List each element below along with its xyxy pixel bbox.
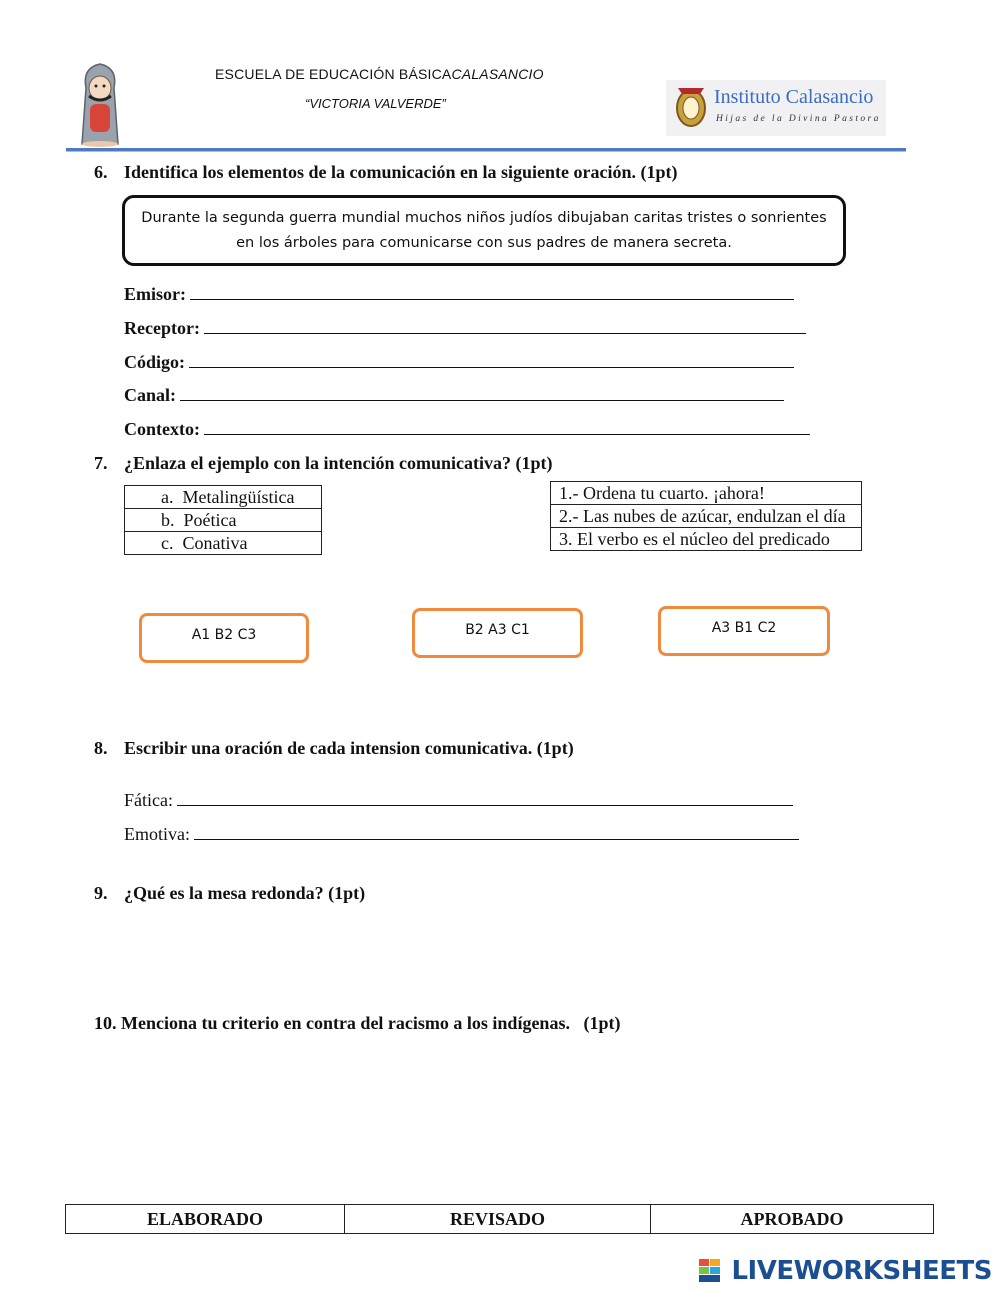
option-letter: c.: [161, 533, 174, 553]
school-motto: “VICTORIA VALVERDE”: [305, 96, 446, 111]
option-cell: [125, 532, 322, 555]
question-text: Identifica los elementos de la comunicación en la siguiente oración. (1pt): [124, 162, 678, 182]
emotiva-answer-line[interactable]: [194, 825, 799, 840]
crest-icon: [670, 82, 712, 134]
sentence-box: [122, 195, 846, 266]
contexto-field[interactable]: [124, 419, 810, 440]
emotiva-field[interactable]: [124, 824, 799, 845]
question-number: 8.: [94, 738, 108, 758]
option-cell: [125, 509, 322, 532]
intention-options-table: [124, 485, 322, 555]
question-number: 7.: [94, 453, 108, 473]
elaborado-cell: ELABORADO: [66, 1205, 345, 1234]
example-cell: 1.- Ordena tu cuarto. ¡ahora!: [551, 482, 862, 505]
approval-table: [65, 1204, 934, 1234]
field-label: Fática:: [124, 790, 173, 810]
option-row: [125, 532, 322, 555]
receptor-field[interactable]: [124, 318, 806, 339]
question-8: [94, 738, 574, 759]
school-prefix: ESCUELA DE EDUCACIÓN BÁSICA: [215, 66, 452, 82]
sentence-line-1: Durante la segunda guerra mundial muchos niños judíos dibujaban caritas tristes o sonrientes: [141, 210, 827, 226]
example-row: [551, 528, 862, 551]
question-number: 6.: [94, 162, 108, 182]
fatica-answer-line[interactable]: [177, 791, 793, 806]
instituto-title: Instituto Calasancio: [714, 86, 874, 108]
field-label: Contexto:: [124, 419, 200, 439]
emisor-field[interactable]: [124, 284, 794, 305]
school-name: CALASANCIO: [451, 66, 544, 82]
answer-option-3[interactable]: A3 B1 C2: [658, 606, 830, 656]
fatica-field[interactable]: [124, 790, 793, 811]
question-9: [94, 883, 365, 904]
instituto-subtitle: Hijas de la Divina Pastora: [716, 114, 881, 124]
option-row: [125, 509, 322, 532]
school-title: [215, 66, 544, 82]
example-cell: 3. El verbo es el núcleo del predicado: [551, 528, 862, 551]
question-number: 10.: [94, 1013, 117, 1033]
field-label: Emisor:: [124, 284, 186, 304]
answer-option-2[interactable]: B2 A3 C1: [412, 608, 583, 658]
field-label: Canal:: [124, 385, 177, 405]
question-6: [94, 162, 677, 183]
emisor-answer-line[interactable]: [190, 285, 794, 300]
option-letter: a.: [161, 487, 174, 507]
question-text: Menciona tu criterio en contra del racismo a los indígenas. (1pt): [121, 1013, 621, 1033]
option-row: [125, 486, 322, 509]
school-mascot-logo: [72, 58, 128, 148]
contexto-answer-line[interactable]: [204, 420, 810, 435]
option-cell: [125, 486, 322, 509]
option-label: Conativa: [182, 533, 248, 553]
question-number: 9.: [94, 883, 108, 903]
question-text: Escribir una oración de cada intension comunicativa. (1pt): [124, 738, 574, 758]
canal-answer-line[interactable]: [180, 386, 784, 401]
approval-row: [66, 1205, 934, 1234]
codigo-field[interactable]: [124, 352, 794, 373]
liveworksheets-logo-icon: [699, 1259, 721, 1283]
field-label: Emotiva:: [124, 824, 190, 844]
question-text: ¿Qué es la mesa redonda? (1pt): [124, 883, 366, 903]
revisado-cell: REVISADO: [345, 1205, 651, 1234]
question-7: [94, 453, 552, 474]
header-rule-thin: [66, 151, 906, 152]
aprobado-cell: APROBADO: [651, 1205, 934, 1234]
question-10: [94, 1013, 620, 1034]
examples-table: [550, 481, 862, 551]
canal-field[interactable]: [124, 385, 784, 406]
sentence-line-2: en los árboles para comunicarse con sus padres de manera secreta.: [236, 235, 732, 251]
receptor-answer-line[interactable]: [204, 319, 806, 334]
field-label: Receptor:: [124, 318, 200, 338]
option-letter: b.: [161, 510, 175, 530]
liveworksheets-watermark: LIVEWORKSHEETS: [731, 1256, 992, 1286]
field-label: Código:: [124, 352, 186, 372]
option-label: Metalingüística: [182, 487, 295, 507]
answer-option-1[interactable]: A1 B2 C3: [139, 613, 309, 663]
codigo-answer-line[interactable]: [189, 353, 794, 368]
example-row: [551, 482, 862, 505]
question-text: ¿Enlaza el ejemplo con la intención comunicativa? (1pt): [124, 453, 553, 473]
example-row: [551, 505, 862, 528]
instituto-logo: [666, 80, 886, 136]
example-cell: 2.- Las nubes de azúcar, endulzan el día: [551, 505, 862, 528]
option-label: Poética: [183, 510, 237, 530]
